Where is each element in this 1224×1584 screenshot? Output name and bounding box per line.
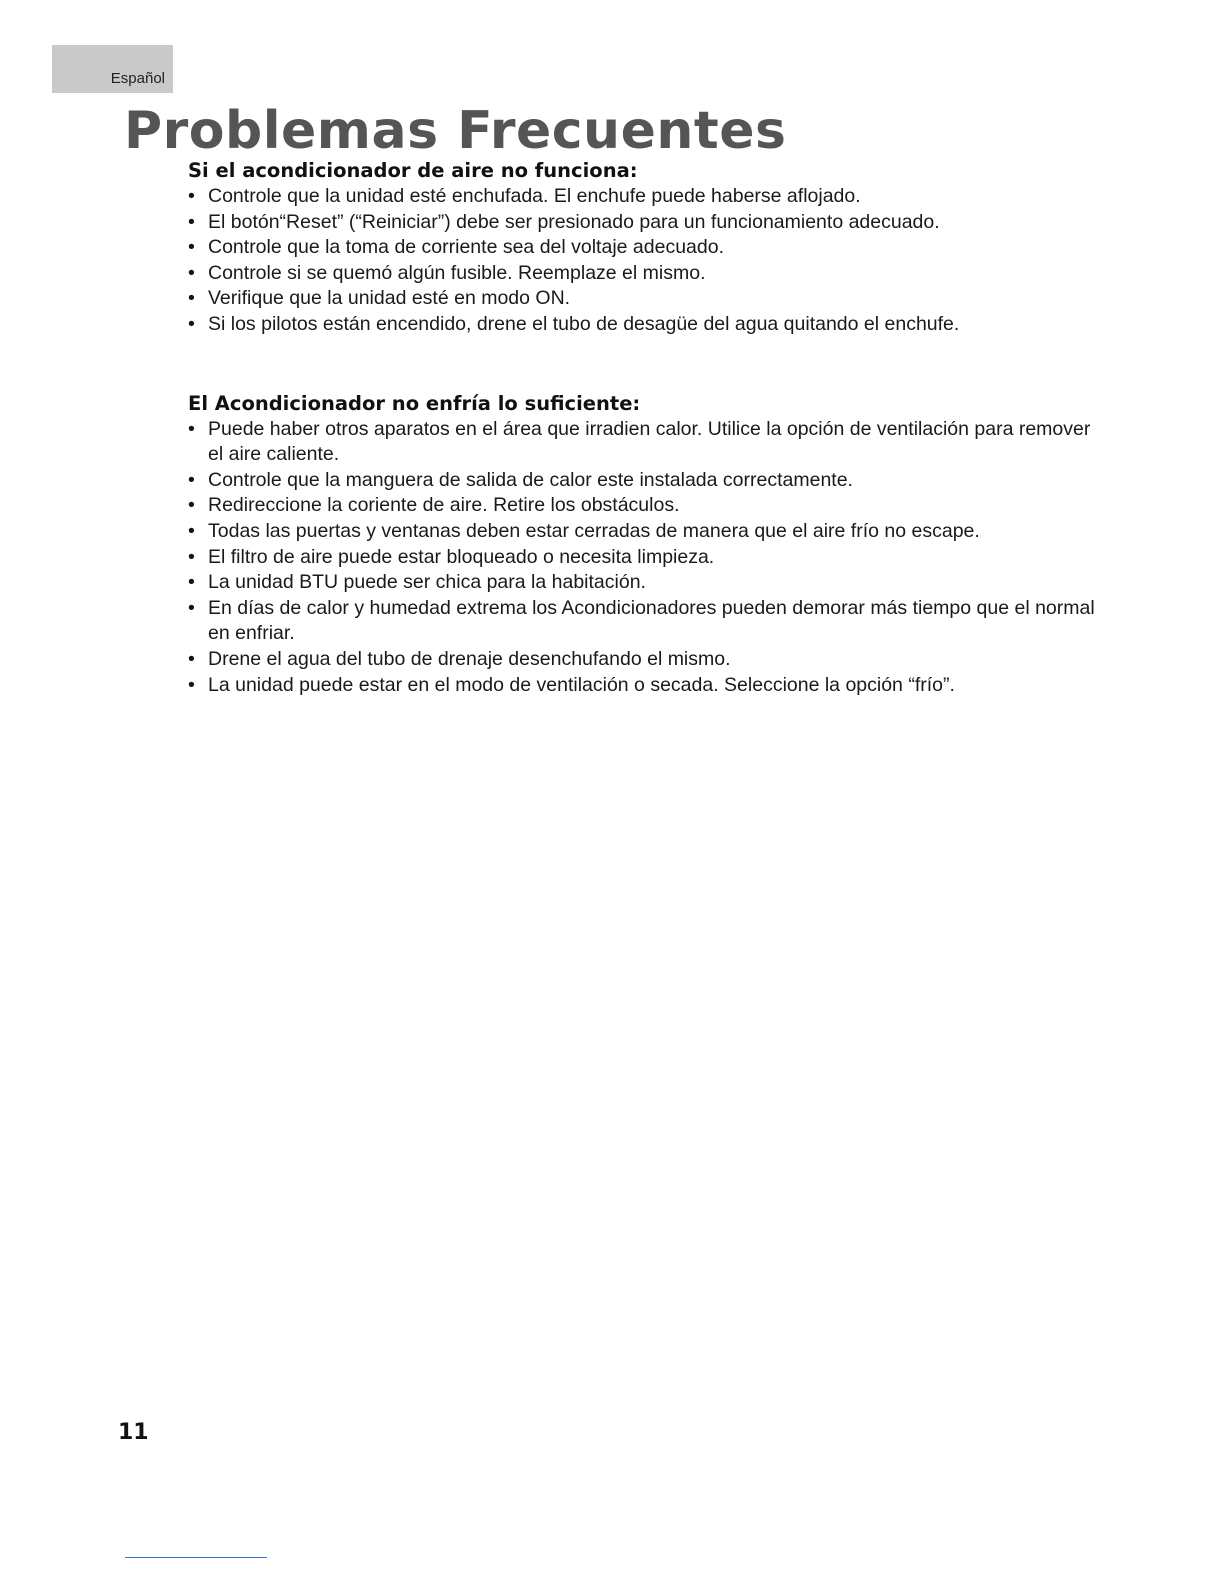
troubleshooting-content [188,158,1108,698]
language-tab [52,45,173,93]
list-item: • La unidad puede estar en el modo de ventilación o secada. Seleccione la opción “frío”. [188,673,1108,699]
list-item: • La unidad BTU puede ser chica para la habitación. [188,570,1108,596]
list-item: • En días de calor y humedad extrema los Acondicionadores pueden demorar más tiempo que el normal en enfriar. [188,596,1108,647]
list-item: • Controle que la manguera de salida de calor este instalada correctamente. [188,468,1108,494]
section-list-not-working [188,184,1108,338]
page-title: Problemas Frecuentes [124,101,787,161]
list-item: • Puede haber otros aparatos en el área que irradien calor. Utilice la opción de ventilación para remover el aire caliente. [188,417,1108,468]
page-number: 11 [118,1420,149,1445]
list-item: • Todas las puertas y ventanas deben estar cerradas de manera que el aire frío no escape. [188,519,1108,545]
list-item: • Controle si se quemó algún fusible. Reemplaze el mismo. [188,261,1108,287]
language-tab-label: Español [110,70,165,87]
footnote-divider [125,1557,267,1558]
list-item: • Drene el agua del tubo de drenaje desenchufando el mismo. [188,647,1108,673]
list-item: • Redireccione la coriente de aire. Retire los obstáculos. [188,493,1108,519]
section-heading-not-cooling: El Acondicionador no enfría lo suficiente: [188,391,641,415]
section-spacer [188,338,1108,391]
section-heading-not-working: Si el acondicionador de aire no funciona: [188,159,638,182]
list-item: • Si los pilotos están encendido, drene el tubo de desagüe del agua quitando el enchufe. [188,312,1108,338]
list-item: • Controle que la toma de corriente sea del voltaje adecuado. [188,235,1108,261]
list-item: • Verifique que la unidad esté en modo ON. [188,286,1108,312]
list-item: • El botón“Reset” (“Reiniciar”) debe ser presionado para un funcionamiento adecuado. [188,210,1108,236]
list-item: • El filtro de aire puede estar bloqueado o necesita limpieza. [188,545,1108,571]
list-item: • Controle que la unidad esté enchufada. El enchufe puede haberse aflojado. [188,184,1108,210]
section-list-not-cooling [188,417,1108,699]
